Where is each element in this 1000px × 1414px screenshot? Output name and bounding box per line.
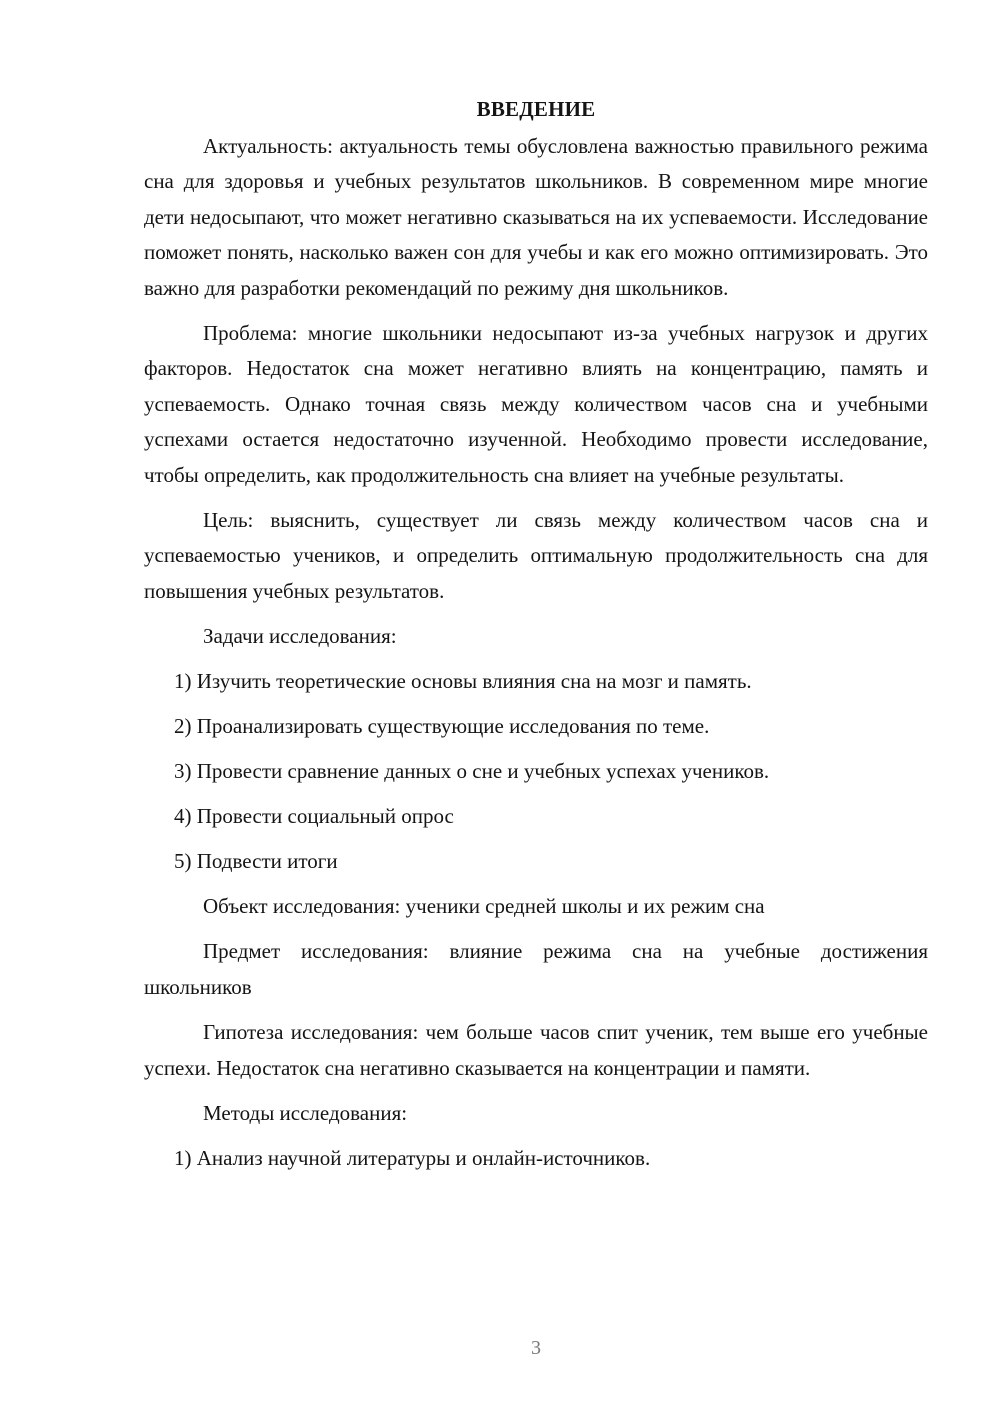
task-item-4: 4) Провести социальный опрос bbox=[174, 804, 454, 829]
tasks-label: Задачи исследования: bbox=[203, 624, 397, 649]
goal-paragraph: Цель: выяснить, существует ли связь между количеством часов сна и успеваемостью учеников, и определить оптимальную продолжительность сна для повышения учебных результатов. bbox=[144, 508, 928, 603]
page-content bbox=[144, 92, 928, 1186]
method-item-1: 1) Анализ научной литературы и онлайн-источников. bbox=[174, 1145, 651, 1170]
page-number: 3 bbox=[531, 1337, 541, 1359]
relevance-paragraph: Актуальность: актуальность темы обусловлена важностью правильного режима сна для здоровья и учебных результатов школьников. В современном мире многие дети недосыпают, что может негативно сказываться на их успеваемости. Исследование поможет понять, насколько важен сон для учебы и как его можно оптимизировать. Это важно для разработки рекомендаций по режиму дня школьников. bbox=[144, 134, 928, 300]
page-title: ВВЕДЕНИЕ bbox=[476, 97, 596, 121]
task-item-1: 1) Изучить теоретические основы влияния сна на мозг и память. bbox=[174, 669, 752, 694]
task-item-3: 3) Провести сравнение данных о сне и учебных успехах учеников. bbox=[174, 759, 770, 784]
task-item-5: 5) Подвести итоги bbox=[174, 849, 338, 874]
research-object: Объект исследования: ученики средней школы и их режим сна bbox=[203, 894, 765, 919]
methods-label: Методы исследования: bbox=[203, 1100, 408, 1125]
research-subject: Предмет исследования: влияние режима сна на учебные достижения школьников bbox=[144, 939, 928, 999]
task-item-2: 2) Проанализировать существующие исследования по теме. bbox=[174, 714, 710, 739]
problem-paragraph: Проблема: многие школьники недосыпают из-за учебных нагрузок и других факторов. Недостаток сна может негативно влиять на концентрацию, память и успеваемость. Однако точная связь между количеством часов сна и учебными успехами остается недостаточно изученной. Необходимо провести исследование, чтобы определить, как продолжительность сна влияет на учебные результаты. bbox=[144, 321, 928, 487]
research-hypothesis: Гипотеза исследования: чем больше часов спит ученик, тем выше его учебные успехи. Недостаток сна негативно сказывается на концентрации и памяти. bbox=[144, 1020, 928, 1080]
